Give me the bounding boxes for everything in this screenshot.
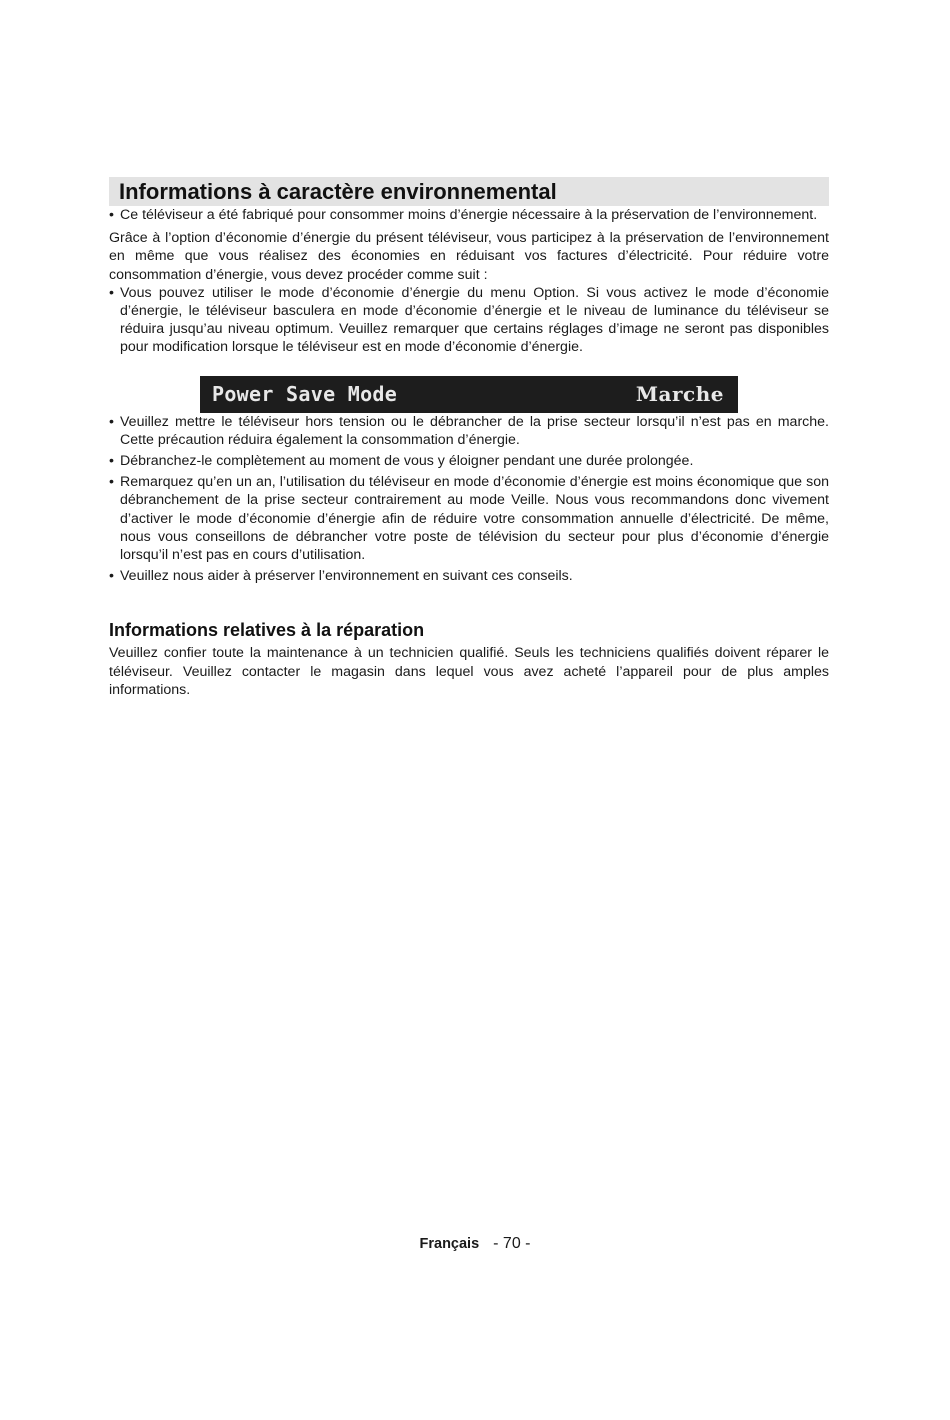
power-save-bullet-list: [109, 284, 829, 357]
page-number: - 70 -: [493, 1235, 531, 1252]
list-item: [109, 567, 829, 585]
bullet-icon: •: [109, 453, 114, 470]
bullet-icon: •: [109, 568, 114, 585]
bullet-text: Ce téléviseur a été fabriqué pour consommer moins d’énergie nécessaire à la préservation de l’environnement.: [120, 207, 818, 223]
page-content: [109, 177, 829, 699]
bullet-text: Veuillez nous aider à préserver l’environnement en suivant ces conseils.: [120, 568, 573, 585]
footer-language: Français: [419, 1236, 480, 1252]
energy-saving-paragraph: Grâce à l’option d’économie d’énergie du présent téléviseur, vous participez à la préservation de l’environnement en même que vous réalisez des économies en réduisant vos factures d’électricité. Pour réduire votre consommation d’énergie, vous devez procéder comme suit :: [109, 230, 829, 283]
list-item: [109, 473, 829, 564]
page-footer: [0, 1234, 950, 1254]
bullet-icon: •: [109, 207, 114, 223]
list-item: [109, 284, 829, 357]
list-item: [109, 413, 829, 449]
intro-bullet-list: [109, 206, 829, 224]
bullet-icon: •: [109, 284, 114, 301]
bullet-text: Vous pouvez utiliser le mode d’économie d’énergie du menu Option. Si vous activez le mode d’économie d’énergie, le téléviseur basculera en mode d’économie d’énergie et le niveau de luminance du téléviseur se réduira jusqu’au niveau optimum. Veuillez remarquer que certains réglages d’image ne seront pas disponibles pour modification lorsque le téléviseur est en mode d’économie d’énergie.: [120, 284, 829, 356]
section-title-environment: Informations à caractère environnemental: [109, 177, 829, 206]
bullet-icon: •: [109, 413, 114, 430]
osd-label: Power Save Mode: [212, 382, 398, 407]
list-item: [109, 452, 829, 470]
advice-bullet-list: [109, 413, 829, 586]
repair-paragraph: Veuillez confier toute la maintenance à un technicien qualifié. Seuls les techniciens qualifiés doivent réparer le téléviseur. Veuillez contacter le magasin dans lequel vous avez acheté l’appareil pour de plus amples informations.: [109, 645, 829, 698]
section-title-repair: Informations relatives à la réparation: [109, 620, 425, 641]
list-item: [109, 206, 829, 224]
osd-value: Marche: [635, 382, 724, 407]
power-save-mode-osd: [200, 376, 738, 413]
bullet-icon: •: [109, 474, 114, 491]
bullet-text: Veuillez mettre le téléviseur hors tension ou le débrancher de la prise secteur lorsqu’il n’est pas en marche. Cette précaution réduira également la consommation d’énergie.: [120, 413, 829, 448]
bullet-text: Débranchez-le complètement au moment de vous y éloigner pendant une durée prolongée.: [120, 453, 694, 470]
bullet-text: Remarquez qu’en un an, l’utilisation du téléviseur en mode d’économie d’énergie est moins économique que son débranchement de la prise secteur contrairement au mode Veille. Nous vous recommandons donc vivement d’activer le mode d’économie d’énergie afin de réduire votre consommation annuelle d’électricité. De même, nous vous conseillons de débrancher votre poste de télévision du secteur pour plus d’économie d’énergie lorsqu’il n’est pas en cours d’utilisation.: [120, 474, 829, 564]
